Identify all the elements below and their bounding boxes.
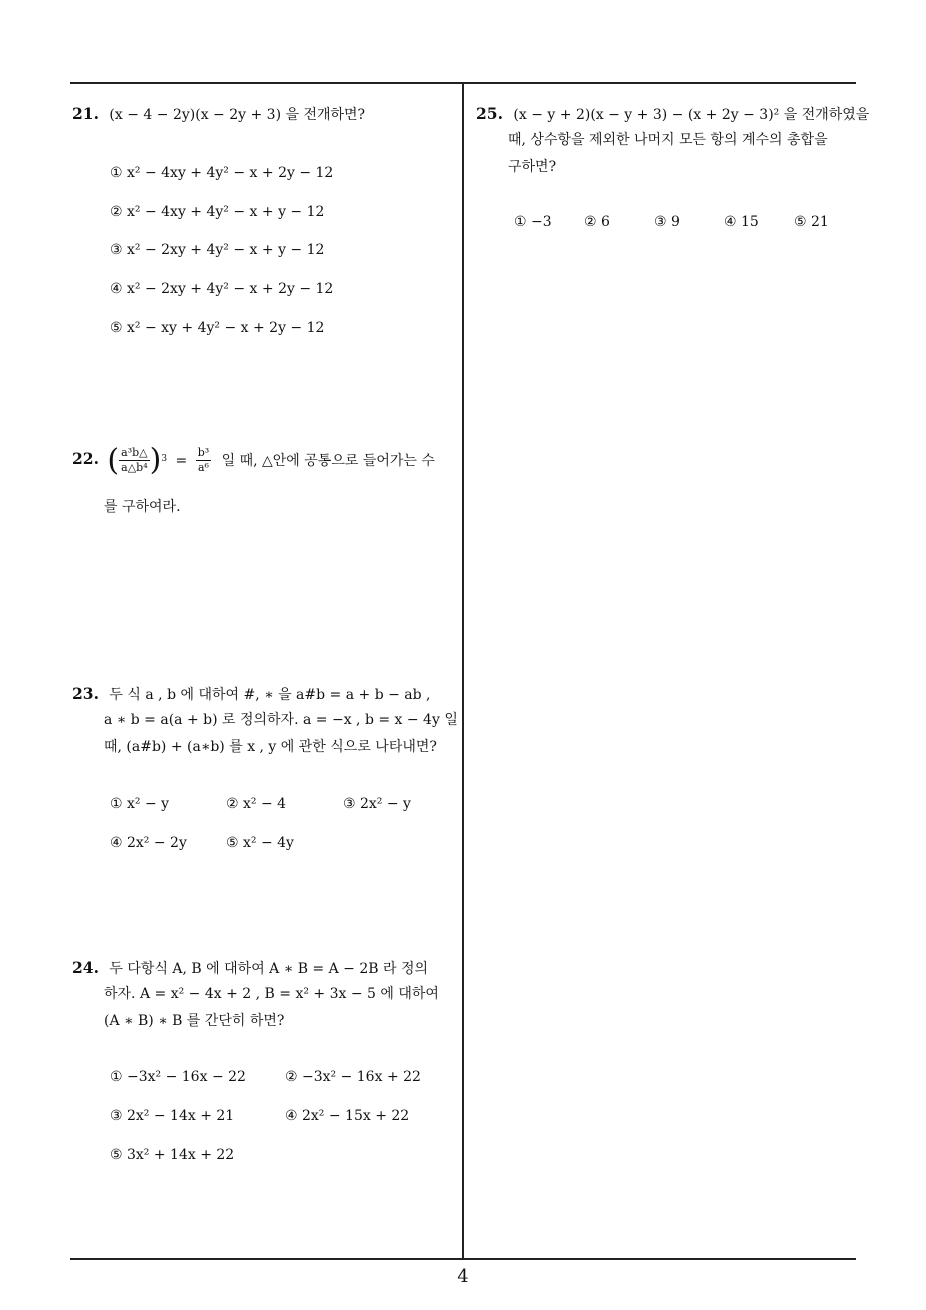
equals-sign: = bbox=[175, 452, 188, 469]
option-3[interactable]: ③ 2x² − 14x + 21 bbox=[110, 1108, 235, 1124]
option-3[interactable]: ③ 9 bbox=[654, 214, 680, 230]
question-stem-line3: 구하면? bbox=[508, 159, 557, 175]
question-stem-line3: (A ∗ B) ∗ B 를 간단히 하면? bbox=[104, 1013, 285, 1029]
option-4[interactable]: ④ 2x² − 2y bbox=[110, 835, 187, 851]
question-stem-line3: 때, (a#b) + (a∗b) 를 x , y 에 관한 식으로 나타내면? bbox=[104, 739, 437, 755]
exponent: 3 bbox=[161, 454, 168, 464]
option-5[interactable]: ⑤ 3x² + 14x + 22 bbox=[110, 1147, 235, 1163]
page-number: 4 bbox=[457, 1266, 469, 1287]
option-1[interactable]: ① x² − y bbox=[110, 796, 170, 812]
option-4[interactable]: ④ 15 bbox=[724, 214, 759, 230]
option-4[interactable]: ④ x² − 2xy + 4y² − x + 2y − 12 bbox=[110, 281, 334, 297]
option-3[interactable]: ③ 2x² − y bbox=[343, 796, 411, 812]
question-stem-line2: a ∗ b = a(a + b) 로 정의하자. a = −x , b = x − 4y 일 bbox=[104, 712, 458, 728]
question-number: 23. bbox=[72, 684, 99, 703]
option-5[interactable]: ⑤ x² − xy + 4y² − x + 2y − 12 bbox=[110, 320, 325, 336]
option-2[interactable]: ② −3x² − 16x + 22 bbox=[285, 1069, 421, 1085]
option-2[interactable]: ② x² − 4xy + 4y² − x + y − 12 bbox=[110, 204, 325, 220]
option-3[interactable]: ③ x² − 2xy + 4y² − x + y − 12 bbox=[110, 242, 325, 258]
question-number: 21. bbox=[72, 104, 99, 123]
option-5[interactable]: ⑤ x² − 4y bbox=[226, 835, 294, 851]
option-5[interactable]: ⑤ 21 bbox=[794, 214, 829, 230]
question-stem: 두 다항식 A, B 에 대하여 A ∗ B = A − 2B 라 정의 bbox=[109, 961, 429, 977]
question-number: 24. bbox=[72, 958, 99, 977]
fraction-left: $\frac{\text{a³b△}}{\text{a△b⁴}}$ bbox=[121, 446, 148, 474]
question-stem: (x − 4 − 2y)(x − 2y + 3) 을 전개하면? bbox=[109, 107, 366, 123]
option-1[interactable]: ① x² − 4xy + 4y² − x + 2y − 12 bbox=[110, 165, 334, 181]
question-number: 22. bbox=[72, 449, 99, 468]
question-stem: 두 식 a , b 에 대하여 #, ∗ 을 a#b = a + b − ab , bbox=[109, 687, 431, 703]
question-stem-line2: 하자. A = x² − 4x + 2 , B = x² + 3x − 5 에 대하여 bbox=[104, 986, 439, 1002]
question-stem: 일 때, △안에 공통으로 들어가는 수 bbox=[221, 452, 435, 469]
question-number: 25. bbox=[476, 104, 503, 123]
question-stem-line2: 때, 상수항을 제외한 나머지 모든 항의 계수의 총합을 bbox=[508, 132, 828, 148]
option-1[interactable]: ① −3 bbox=[514, 214, 552, 230]
option-1[interactable]: ① −3x² − 16x − 22 bbox=[110, 1069, 246, 1085]
option-2[interactable]: ② 6 bbox=[584, 214, 610, 230]
option-4[interactable]: ④ 2x² − 15x + 22 bbox=[285, 1108, 410, 1124]
column-divider bbox=[462, 82, 464, 1259]
question-stem-line2: 를 구하여라. bbox=[104, 499, 181, 515]
option-2[interactable]: ② x² − 4 bbox=[226, 796, 287, 812]
fraction-right: $\frac{\text{b³}}{\text{a⁶}}$ bbox=[197, 446, 210, 474]
question-stem: (x − y + 2)(x − y + 3) − (x + 2y − 3)² 을 전개하였을 bbox=[513, 107, 870, 123]
